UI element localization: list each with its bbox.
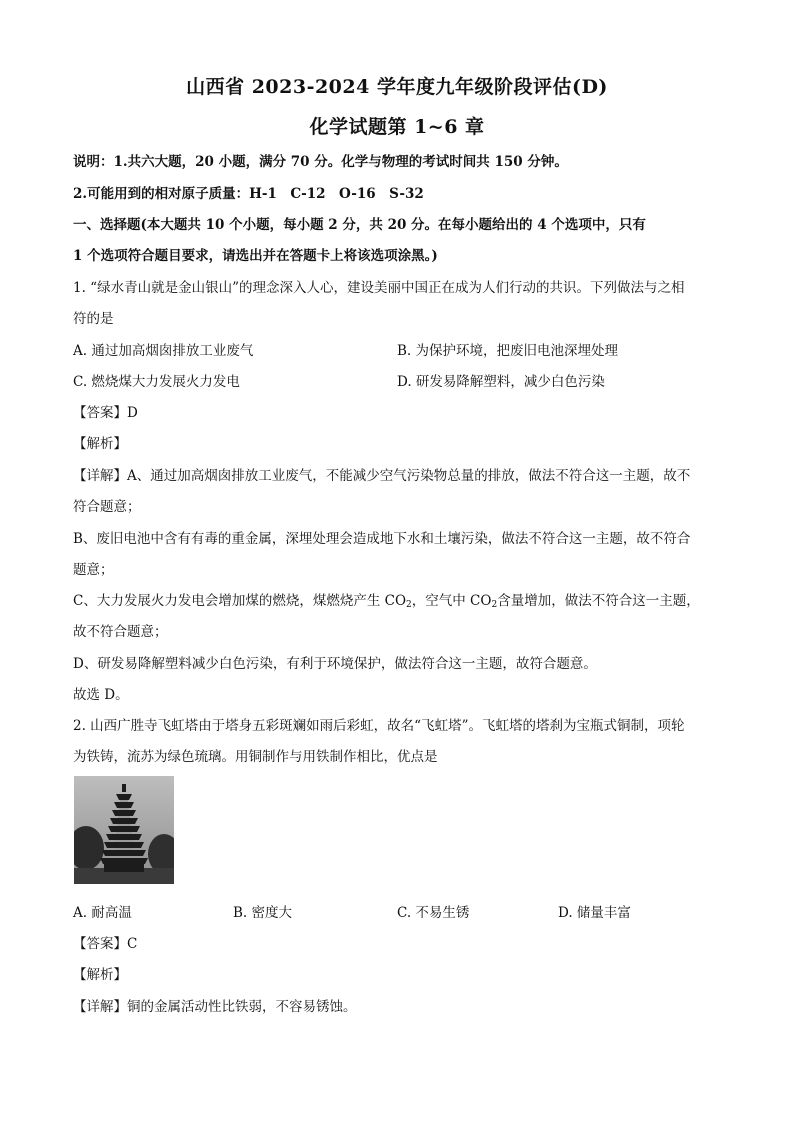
q1-detail-5-part-c: 含量增加，做法不符合这一主题， bbox=[497, 593, 700, 609]
q1-detail-5-part-b: ，空气中 CO bbox=[411, 593, 492, 609]
q2-option-d: D. 储量丰富 bbox=[558, 905, 631, 921]
q1-detail-6: 故不符合题意； bbox=[73, 624, 168, 640]
q1-detail-4: 题意； bbox=[73, 562, 114, 578]
q2-detail-1: 【详解】铜的金属活动性比铁弱，不容易锈蚀。 bbox=[73, 999, 357, 1015]
q1-option-b: B. 为保护环境，把废旧电池深埋处理 bbox=[397, 343, 619, 359]
notes-line-2: 2.可能用到的相对原子质量：H-1 C-12 O-16 S-32 bbox=[73, 186, 424, 202]
q1-conclusion: 故选 D。 bbox=[73, 687, 129, 703]
q1-option-d: D. 研发易降解塑料，减少白色污染 bbox=[397, 374, 605, 390]
q1-detail-5-part-a: C、大力发展火力发电会增加煤的燃烧，煤燃烧产生 CO bbox=[73, 593, 407, 609]
q1-detail-7: D、研发易降解塑料减少白色污染，有利于环境保护，做法符合这一主题，故符合题意。 bbox=[73, 656, 597, 672]
section-heading-1: 一、选择题(本大题共 10 个小题，每小题 2 分，共 20 分。在每小题给出的 4 个选项中，只有 bbox=[73, 217, 646, 233]
q2-stem-1: 2. 山西广胜寺飞虹塔由于塔身五彩斑斓如雨后彩虹，故名“飞虹塔”。飞虹塔的塔刹为宝瓶式铜制，项轮 bbox=[73, 718, 685, 734]
q2-stem-2: 为铁铸，流苏为绿色琉璃。用铜制作与用铁制作相比，优点是 bbox=[73, 749, 438, 765]
q2-option-a: A. 耐高温 bbox=[73, 905, 132, 921]
q1-stem-2: 符的是 bbox=[73, 311, 114, 327]
q1-analysis-label: 【解析】 bbox=[73, 436, 127, 452]
q2-option-c: C. 不易生锈 bbox=[397, 905, 470, 921]
notes-line-1: 说明：1.共六大题，20 小题，满分 70 分。化学与物理的考试时间共 150 分钟。 bbox=[73, 154, 568, 170]
q1-option-a: A. 通过加高烟囱排放工业废气 bbox=[73, 343, 254, 359]
q1-detail-1: 【详解】A、通过加高烟囱排放工业废气，不能减少空气污染物总量的排放，做法不符合这一主题，故不 bbox=[73, 468, 691, 484]
q1-answer: 【答案】D bbox=[73, 405, 138, 421]
q2-option-b: B. 密度大 bbox=[233, 905, 293, 921]
section-heading-2: 1 个选项符合题目要求，请选出并在答题卡上将该选项涂黑。) bbox=[73, 248, 438, 264]
q1-stem-1: 1. “绿水青山就是金山银山”的理念深入人心，建设美丽中国正在成为人们行动的共识。下列做法与之相 bbox=[73, 280, 685, 296]
co2-subscript: 2 bbox=[406, 600, 412, 610]
q1-detail-2: 符合题意； bbox=[73, 499, 141, 515]
q1-detail-5 bbox=[73, 589, 700, 610]
page-subtitle: 化学试题第 1~6 章 bbox=[309, 116, 485, 138]
q2-analysis-label: 【解析】 bbox=[73, 967, 127, 983]
page-title: 山西省 2023-2024 学年度九年级阶段评估(D) bbox=[186, 76, 608, 98]
q1-detail-3: B、废旧电池中含有有毒的重金属，深埋处理会造成地下水和土壤污染，做法不符合这一主题，故不符合 bbox=[73, 531, 691, 547]
co2-subscript: 2 bbox=[491, 600, 498, 610]
pagoda-photo bbox=[74, 776, 174, 884]
q2-answer: 【答案】C bbox=[73, 936, 138, 952]
q1-option-c: C. 燃烧煤大力发展火力发电 bbox=[73, 374, 240, 390]
